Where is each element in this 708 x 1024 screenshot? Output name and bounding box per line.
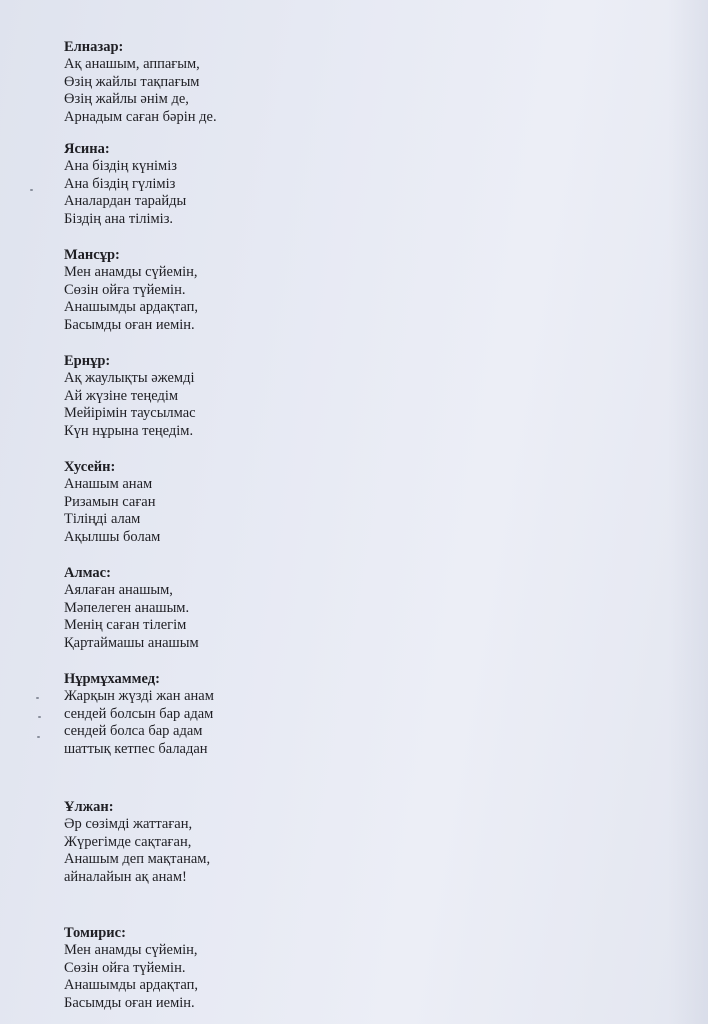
verse-line: Әр сөзімді жаттаған, bbox=[64, 816, 193, 832]
stanza-ernur bbox=[64, 352, 664, 440]
speaker-name: Ернұр: bbox=[64, 353, 111, 369]
paper-edge-shadow bbox=[668, 0, 708, 1024]
stanza-almas bbox=[64, 564, 664, 652]
verse-line: сендей болса бар адам bbox=[64, 723, 203, 739]
verse-line: Ай жүзіне теңедім bbox=[64, 387, 179, 404]
verse-line: Ана біздің гүліміз bbox=[64, 175, 176, 192]
verse-line: Ризамын саған bbox=[64, 493, 156, 510]
speaker-name: Алмас: bbox=[64, 565, 111, 581]
speaker-name: Мансұр: bbox=[64, 247, 120, 263]
stanza-tomiris bbox=[64, 924, 664, 1012]
verse-line: Анашым деп мақтанам, bbox=[64, 851, 211, 867]
verse-line: Менің саған тілегім bbox=[64, 617, 187, 633]
margin-speck bbox=[36, 697, 39, 699]
stanza-mansur bbox=[64, 246, 664, 334]
verse-line: Өзің жайлы тақпағым bbox=[64, 73, 200, 90]
stanza-nurmuhammed bbox=[64, 670, 664, 758]
verse-line: Аналардан тарайды bbox=[64, 193, 187, 209]
verse-line: Ақылшы болам bbox=[64, 528, 161, 545]
stanza-huseyn bbox=[64, 458, 664, 546]
speaker-name: Ясина: bbox=[64, 141, 110, 157]
verse-line: Ана біздің күніміз bbox=[64, 158, 177, 174]
verse-line: Өзің жайлы әнім де, bbox=[64, 91, 189, 107]
verse-line: Мен анамды сүйемін, bbox=[64, 264, 198, 280]
verse-line: Арнадым саған бәрін де. bbox=[64, 108, 217, 125]
verse-line: Ақ жаулықты әжемді bbox=[64, 370, 195, 386]
speaker-name: Томирис: bbox=[64, 925, 126, 941]
verse-line: Мәпелеген анашым. bbox=[64, 599, 190, 616]
verse-line: Тіліңді алам bbox=[64, 511, 141, 527]
verse-line: Басымды оған иемін. bbox=[64, 316, 195, 333]
stanza-yasina bbox=[64, 140, 664, 228]
speaker-name: Нұрмұхаммед: bbox=[64, 671, 160, 687]
speaker-name: Елназар: bbox=[64, 39, 124, 55]
verse-line: Сөзін ойға түйемін. bbox=[64, 959, 186, 976]
margin-speck bbox=[38, 716, 41, 718]
speaker-name: Хусейн: bbox=[64, 459, 116, 475]
verse-line: Жарқын жүзді жан анам bbox=[64, 688, 214, 704]
verse-line: Сөзін ойға түйемін. bbox=[64, 281, 186, 298]
verse-line: Аялаған анашым, bbox=[64, 582, 173, 598]
margin-speck bbox=[37, 736, 40, 738]
verse-line: шаттық кетпес баладан bbox=[64, 740, 208, 757]
verse-line: Біздің ана тіліміз. bbox=[64, 210, 174, 227]
verse-line: Ақ анашым, аппағым, bbox=[64, 56, 200, 72]
verse-line: Жүрегімде сақтаған, bbox=[64, 833, 192, 850]
verse-line: сендей болсын бар адам bbox=[64, 705, 214, 722]
speaker-name: Ұлжан: bbox=[64, 799, 114, 815]
verse-line: Анашымды ардақтап, bbox=[64, 977, 198, 993]
verse-line: айналайын ақ анам! bbox=[64, 868, 187, 885]
margin-speck bbox=[30, 189, 33, 191]
verse-line: Басымды оған иемін. bbox=[64, 994, 195, 1011]
stanza-ulzhan bbox=[64, 798, 664, 886]
stanza-elnazar bbox=[64, 38, 664, 126]
verse-line: Мейірімін таусылмас bbox=[64, 405, 196, 421]
verse-line: Анашым анам bbox=[64, 476, 153, 492]
verse-line: Қартаймашы анашым bbox=[64, 634, 199, 651]
verse-line: Күн нұрына теңедім. bbox=[64, 422, 194, 439]
verse-line: Мен анамды сүйемін, bbox=[64, 942, 198, 958]
verse-line: Анашымды ардақтап, bbox=[64, 299, 198, 315]
